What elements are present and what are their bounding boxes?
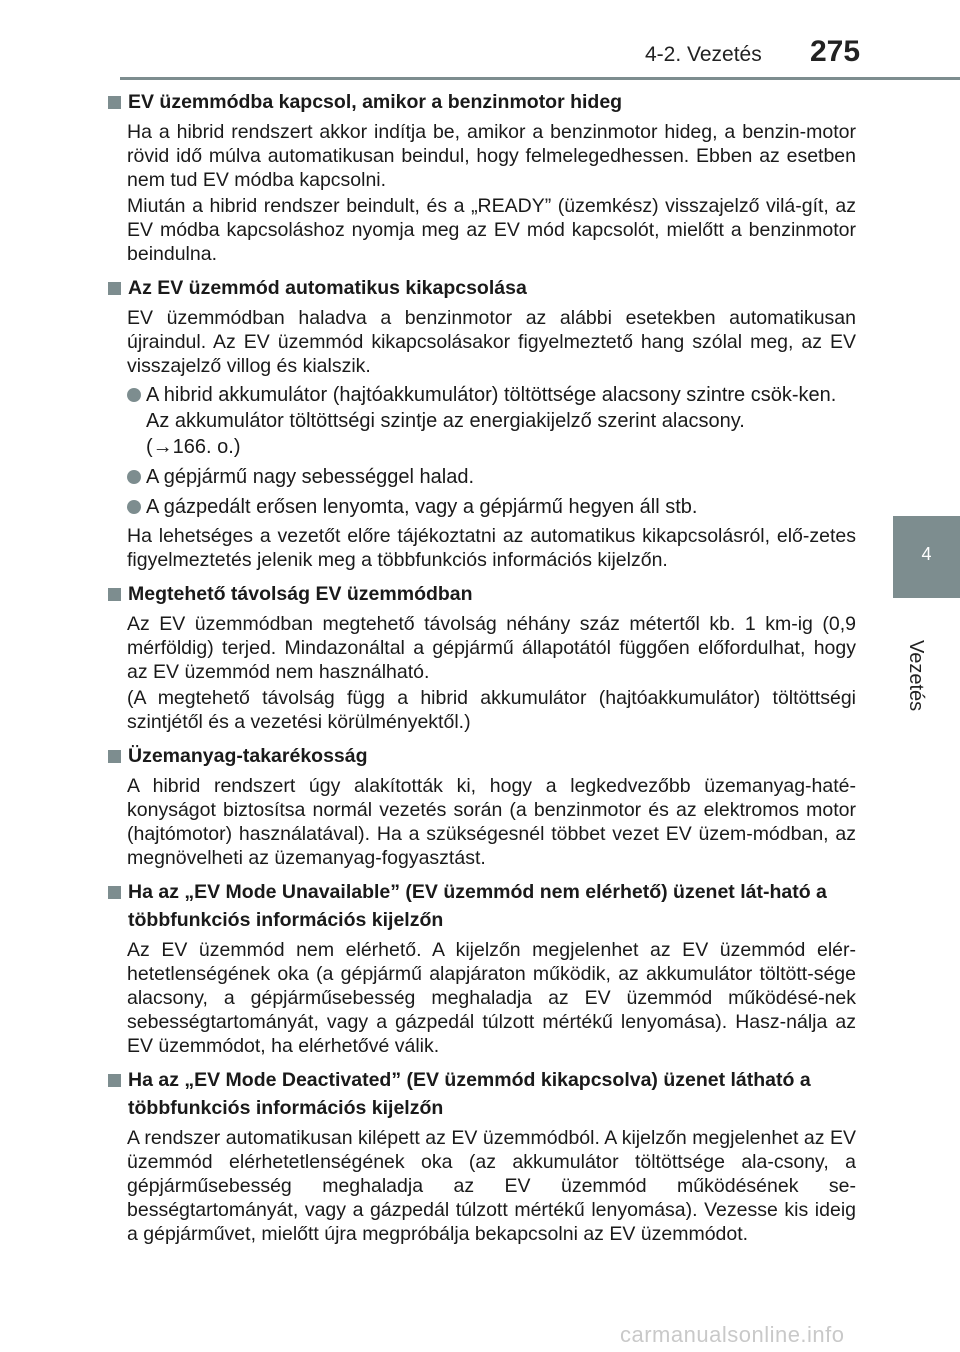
section-ev-deactivated xyxy=(108,1066,856,1246)
section-ev-cold-engine xyxy=(108,88,856,266)
square-bullet-icon xyxy=(108,588,121,601)
bullet-note: Az akkumulátor töltöttségi szintje az energiakijelző szerint alacsony. xyxy=(146,410,745,432)
circle-bullet-icon xyxy=(127,470,141,484)
watermark: carmanualsonline.info xyxy=(620,1322,845,1347)
paragraph: EV üzemmódban haladva a benzinmotor az alábbi esetekben automatikusan újraindul. Az EV üzemmód kikapcsolásakor figyelmeztető hang szólal meg, az EV visszajelző villog és kialszik. xyxy=(127,307,856,377)
section-ev-unavailable xyxy=(108,878,856,1058)
paragraph: (A megtehető távolság függ a hibrid akkumulátor (hajtóakkumulátor) töltöttségi szintjétől és a vezetési körülményektől.) xyxy=(127,687,856,733)
header-rule xyxy=(120,77,960,80)
paragraph: Miután a hibrid rendszer beindult, és a „READY” (üzemkész) visszajelző vilá-gít, az EV módba kapcsoláshoz nyomja meg az EV mód kapcsolót, mielőtt a benzinmotor beindulna. xyxy=(127,195,856,265)
section-heading: Ha az „EV Mode Deactivated” (EV üzemmód kikapcsolva) üzenet látható a többfunkciós információs kijelzőn xyxy=(108,1066,856,1122)
section-heading: Az EV üzemmód automatikus kikapcsolása xyxy=(108,274,856,302)
page-reference: (→166. o.) xyxy=(146,436,241,458)
square-bullet-icon xyxy=(108,96,121,109)
chapter-number: 4 xyxy=(921,544,932,564)
page-header xyxy=(0,0,960,80)
square-bullet-icon xyxy=(108,282,121,295)
section-heading: Üzemanyag-takarékosság xyxy=(108,742,856,770)
paragraph: Ha lehetséges a vezetőt előre tájékoztatni az automatikus kikapcsolásról, elő-zetes figyelmeztetés jelenik meg a többfunkciós információs kijelzőn. xyxy=(127,525,856,571)
list-item: A hibrid akkumulátor (hajtóakkumulátor) töltöttsége alacsony szintre csök-ken. Az akkumulátor töltöttségi szintje az energiakijelző szerint alacsony. (→166. o.) xyxy=(127,382,856,460)
section-ev-auto-off xyxy=(108,274,856,572)
section-heading: Ha az „EV Mode Unavailable” (EV üzemmód nem elérhető) üzenet lát-ható a többfunkciós információs kijelzőn xyxy=(108,878,856,934)
paragraph: A hibrid rendszert úgy alakították ki, hogy a legkedvezőbb üzemanyag-haté-konyságot biztosítsa normál vezetés során (a benzinmotor és az elektromos motor (hajtómotor) használatával). Ha a szükségesnél többet vezet EV üzem-módban, az megnövelheti az üzemanyag-fogyasztást. xyxy=(127,775,856,869)
page-number: 275 xyxy=(810,35,861,68)
chapter-title: Vezetés xyxy=(905,640,927,712)
list-item: A gázpedált erősen lenyomta, vagy a gépjármű hegyen áll stb. xyxy=(127,494,856,520)
chapter-tab-rule xyxy=(893,596,960,598)
section-heading: EV üzemmódba kapcsol, amikor a benzinmotor hideg xyxy=(108,88,856,116)
section-label: 4-2. Vezetés xyxy=(645,43,762,66)
page-content xyxy=(108,88,856,1254)
section-ev-range xyxy=(108,580,856,734)
square-bullet-icon xyxy=(108,1074,121,1087)
circle-bullet-icon xyxy=(127,500,141,514)
square-bullet-icon xyxy=(108,750,121,763)
paragraph: Ha a hibrid rendszert akkor indítja be, amikor a benzinmotor hideg, a benzin-motor rövid idő múlva automatikusan beindul, hogy felmelegedhessen. Ebben az esetben nem tud EV módba kapcsolni. xyxy=(127,121,856,191)
section-heading: Megtehető távolság EV üzemmódban xyxy=(108,580,856,608)
paragraph: Az EV üzemmód nem elérhető. A kijelzőn megjelenhet az EV üzemmód elér-hetetlenségének oka (a gépjármű alapjáraton működik, az akkumulátor töltött-sége alacsony, a gépjárműsebesség meghaladja az EV üzemmód működésé-nek sebességtartományát, vagy a gázpedál túlzott mértékű lenyomása). Hasz-nálja az EV üzemmódot, ha elérhetővé válik. xyxy=(127,939,856,1057)
paragraph: A rendszer automatikusan kilépett az EV üzemmódból. A kijelzőn megjelenhet az EV üzemmód elérhetetlenségének oka (az akkumulátor töltöttsége ala-csony, a gépjárműsebesség meghaladja az EV üzemmód működésének se-bességtartományát, vagy a gázpedál túlzott mértékű lenyomása). Vezesse kis ideig a gépjárművet, mielőtt újra megpróbálja bekapcsolni az EV üzemmódot. xyxy=(127,1127,856,1245)
list-item: A gépjármű nagy sebességgel halad. xyxy=(127,464,856,490)
section-fuel-economy xyxy=(108,742,856,870)
square-bullet-icon xyxy=(108,886,121,899)
chapter-tab xyxy=(893,516,960,596)
paragraph: Az EV üzemmódban megtehető távolság néhány száz métertől kb. 1 km-ig (0,9 mérföldig) terjed. Mindazonáltal a gépjármű állapotától függően előfordulhat, hogy az EV üzemmód nem használható. xyxy=(127,613,856,683)
circle-bullet-icon xyxy=(127,388,141,402)
